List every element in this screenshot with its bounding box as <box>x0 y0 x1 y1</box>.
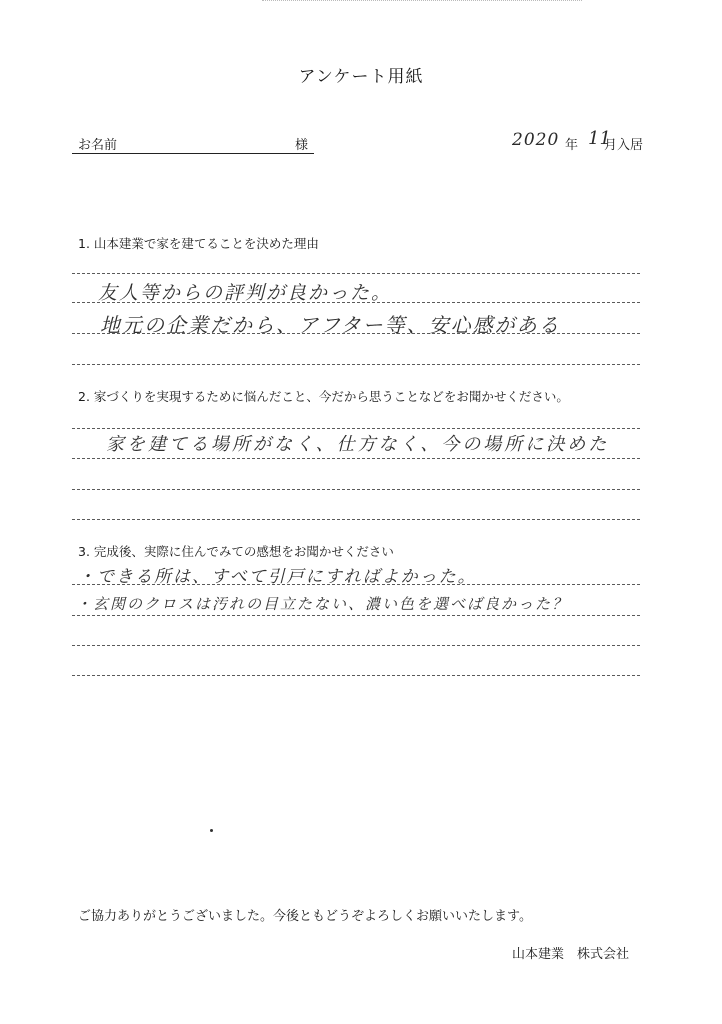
answer-line <box>72 428 640 429</box>
question-3-label: 3. 完成後、実際に住んでみての感想をお聞かせください <box>78 544 394 559</box>
answer-line <box>72 489 640 490</box>
question-1-answer-2: 地元の企業だから、アフター等、安心感がある <box>100 313 561 337</box>
question-1-answer-1: 友人等からの評判が良かった。 <box>98 282 393 304</box>
document-title: アンケート用紙 <box>298 67 424 87</box>
closing-message: ご協力ありがとうございました。今後ともどうぞよろしくお願いいたします。 <box>78 909 532 924</box>
name-underline <box>72 153 314 154</box>
question-1-label: 1. 山本建業で家を建てることを決めた理由 <box>78 236 319 251</box>
move-in-month-handwritten: 11 <box>588 128 611 149</box>
answer-line <box>72 458 640 459</box>
scan-speck <box>210 829 213 832</box>
scan-edge-mark <box>262 0 582 5</box>
answer-line <box>72 615 640 616</box>
answer-line <box>72 519 640 520</box>
company-name: 山本建業 株式会社 <box>512 947 630 962</box>
month-label: 月入居 <box>604 138 644 153</box>
question-3-answer-2: ・玄関のクロスは汚れの目立たない、濃い色を選べば良かった？ <box>76 595 570 613</box>
year-label: 年 <box>565 138 579 153</box>
question-2-label: 2. 家づくりを実現するために悩んだこと、今だから思うことなどをお聞かせください。 <box>78 389 569 404</box>
answer-line <box>72 645 640 646</box>
name-suffix: 様 <box>295 138 309 153</box>
question-2-answer-1: 家を建てる場所がなく、仕方なく、今の場所に決めた <box>106 434 610 455</box>
move-in-year-handwritten: 2020 <box>512 130 560 150</box>
answer-line <box>72 675 640 676</box>
name-label: お名前 <box>78 138 118 153</box>
answer-line <box>72 364 640 365</box>
question-3-answer-1: ・できる所は、すべて引戸にすればよかった。 <box>78 567 477 587</box>
answer-line <box>72 273 640 274</box>
